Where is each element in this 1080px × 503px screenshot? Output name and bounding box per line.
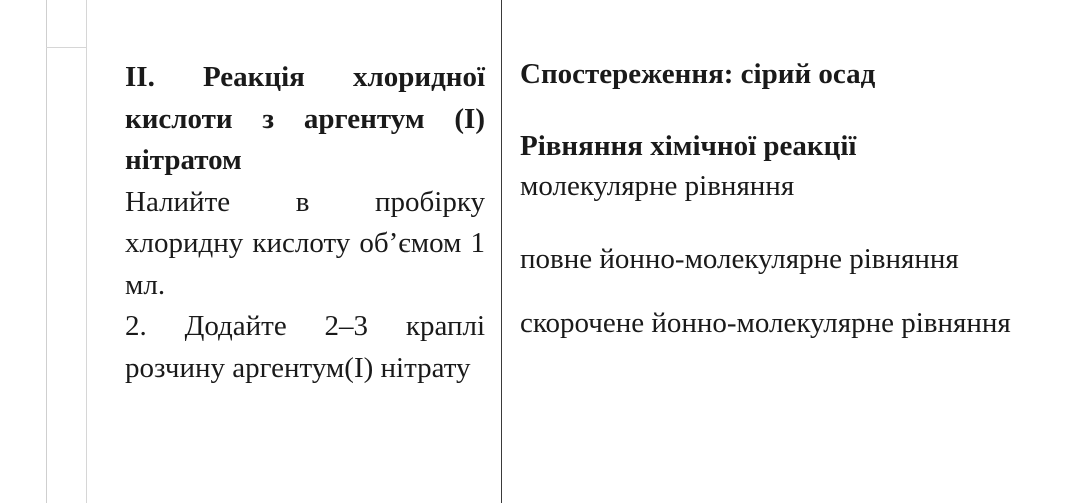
task-title: ІІ. Реакція хлоридної кислоти з аргентум (І) нітратом (125, 61, 485, 176)
short-ionic-equation-label: скорочене йонно-молекулярне рівняння (520, 307, 1011, 339)
column-divider (501, 0, 502, 503)
task-step-2: 2. Додайте 2–3 краплі розчину аргентум(І) нітрату (125, 310, 485, 384)
task-cell (125, 57, 485, 389)
molecular-equation-label: молекулярне рівняння (520, 170, 795, 202)
full-ionic-equation-label: повне йонно-молекулярне рівняння (520, 243, 959, 275)
table-border-inner (86, 0, 87, 503)
table-border-outer (46, 0, 47, 503)
equation-heading: Рівняння хімічної реакції (520, 130, 857, 162)
observation-text: Спостереження: сірий осад (520, 58, 876, 90)
task-step-1: Налийте в пробірку хлоридну кислоту об’ємом 1 мл. (125, 185, 485, 301)
table-row-divider (46, 47, 87, 48)
